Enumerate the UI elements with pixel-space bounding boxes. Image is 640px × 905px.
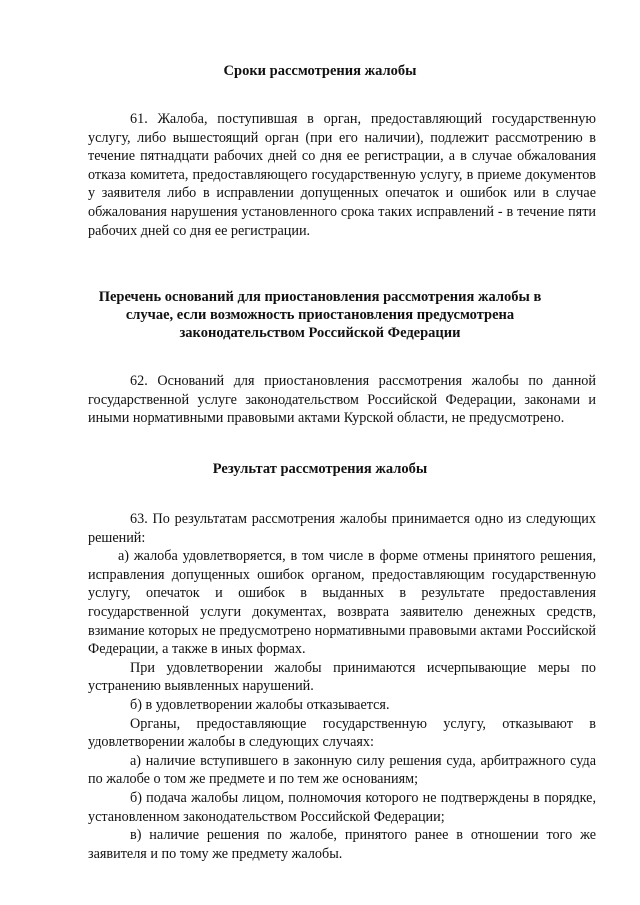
section-body-complaint-terms (88, 110, 596, 240)
section-body-complaint-result (88, 510, 596, 863)
paragraph-63-a: а) жалоба удовлетворяется, в том числе в форме отмены принятого решения, исправления допущенных ошибок органом, предоставляющим государственную услугу, опечаток и ошибок в выданных в результате предоставления государственной услуги документах, возврата заявителю денежных средств, взимание которых не предусмотрено нормативными правовыми актами Российской Федерации, а также в иных формах. (88, 548, 596, 658)
section-body-suspension-grounds (88, 372, 596, 428)
heading-line: законодательством Российской Федерации (179, 325, 461, 341)
paragraph-63: 63. По результатам рассмотрения жалобы принимается одно из следующих решений: (88, 511, 596, 546)
paragraph-63-b: б) в удовлетворении жалобы отказывается. (130, 696, 390, 713)
heading-line: случае, если возможность приостановления предусмотрена (125, 307, 515, 323)
paragraph-63-satisfied: При удовлетворении жалобы принимаются исчерпывающие меры по устранению выявленных нарушений. (88, 659, 596, 695)
heading-line: Перечень оснований для приостановления рассмотрения жалобы в (98, 289, 542, 305)
paragraph-refusal-cases: Органы, предоставляющие государственную услугу, отказывают в удовлетворении жалобы в следующих случаях: (88, 715, 596, 751)
section-heading-suspension-grounds (0, 288, 640, 342)
paragraph-refusal-c: в) наличие решения по жалобе, принятого ранее в отношении того же заявителя и по тому же предмету жалобы. (88, 827, 596, 862)
paragraph-61: 61. Жалоба, поступившая в орган, предоставляющий государственную услугу, либо вышестоящий орган (при его наличии), подлежит рассмотрению в течение пятнадцати рабочих дней со дня ее регистрации, а в случае обжалования отказа комитета, предоставляющего государственную услугу, в приеме документов у заявителя либо в исправлении допущенных опечаток и ошибок или в случае обжалования нарушения установленного срока таких исправлений - в течение пяти рабочих дней со дня ее регистрации. (88, 111, 596, 239)
paragraph-62: 62. Оснований для приостановления рассмотрения жалобы по данной государственной услуге законодательством Российской Федерации, законами и иными нормативными правовыми актами Курской области, не предусмотрено. (88, 373, 596, 427)
section-heading-complaint-result: Результат рассмотрения жалобы (212, 461, 428, 477)
section-heading-complaint-terms: Сроки рассмотрения жалобы (223, 63, 417, 79)
paragraph-refusal-b: б) подача жалобы лицом, полномочия которого не подтверждены в порядке, установленном законодательством Российской Федерации; (88, 789, 596, 825)
paragraph-refusal-a: а) наличие вступившего в законную силу решения суда, арбитражного суда по жалобе о том же предмете и по тем же основаниям; (88, 752, 596, 788)
